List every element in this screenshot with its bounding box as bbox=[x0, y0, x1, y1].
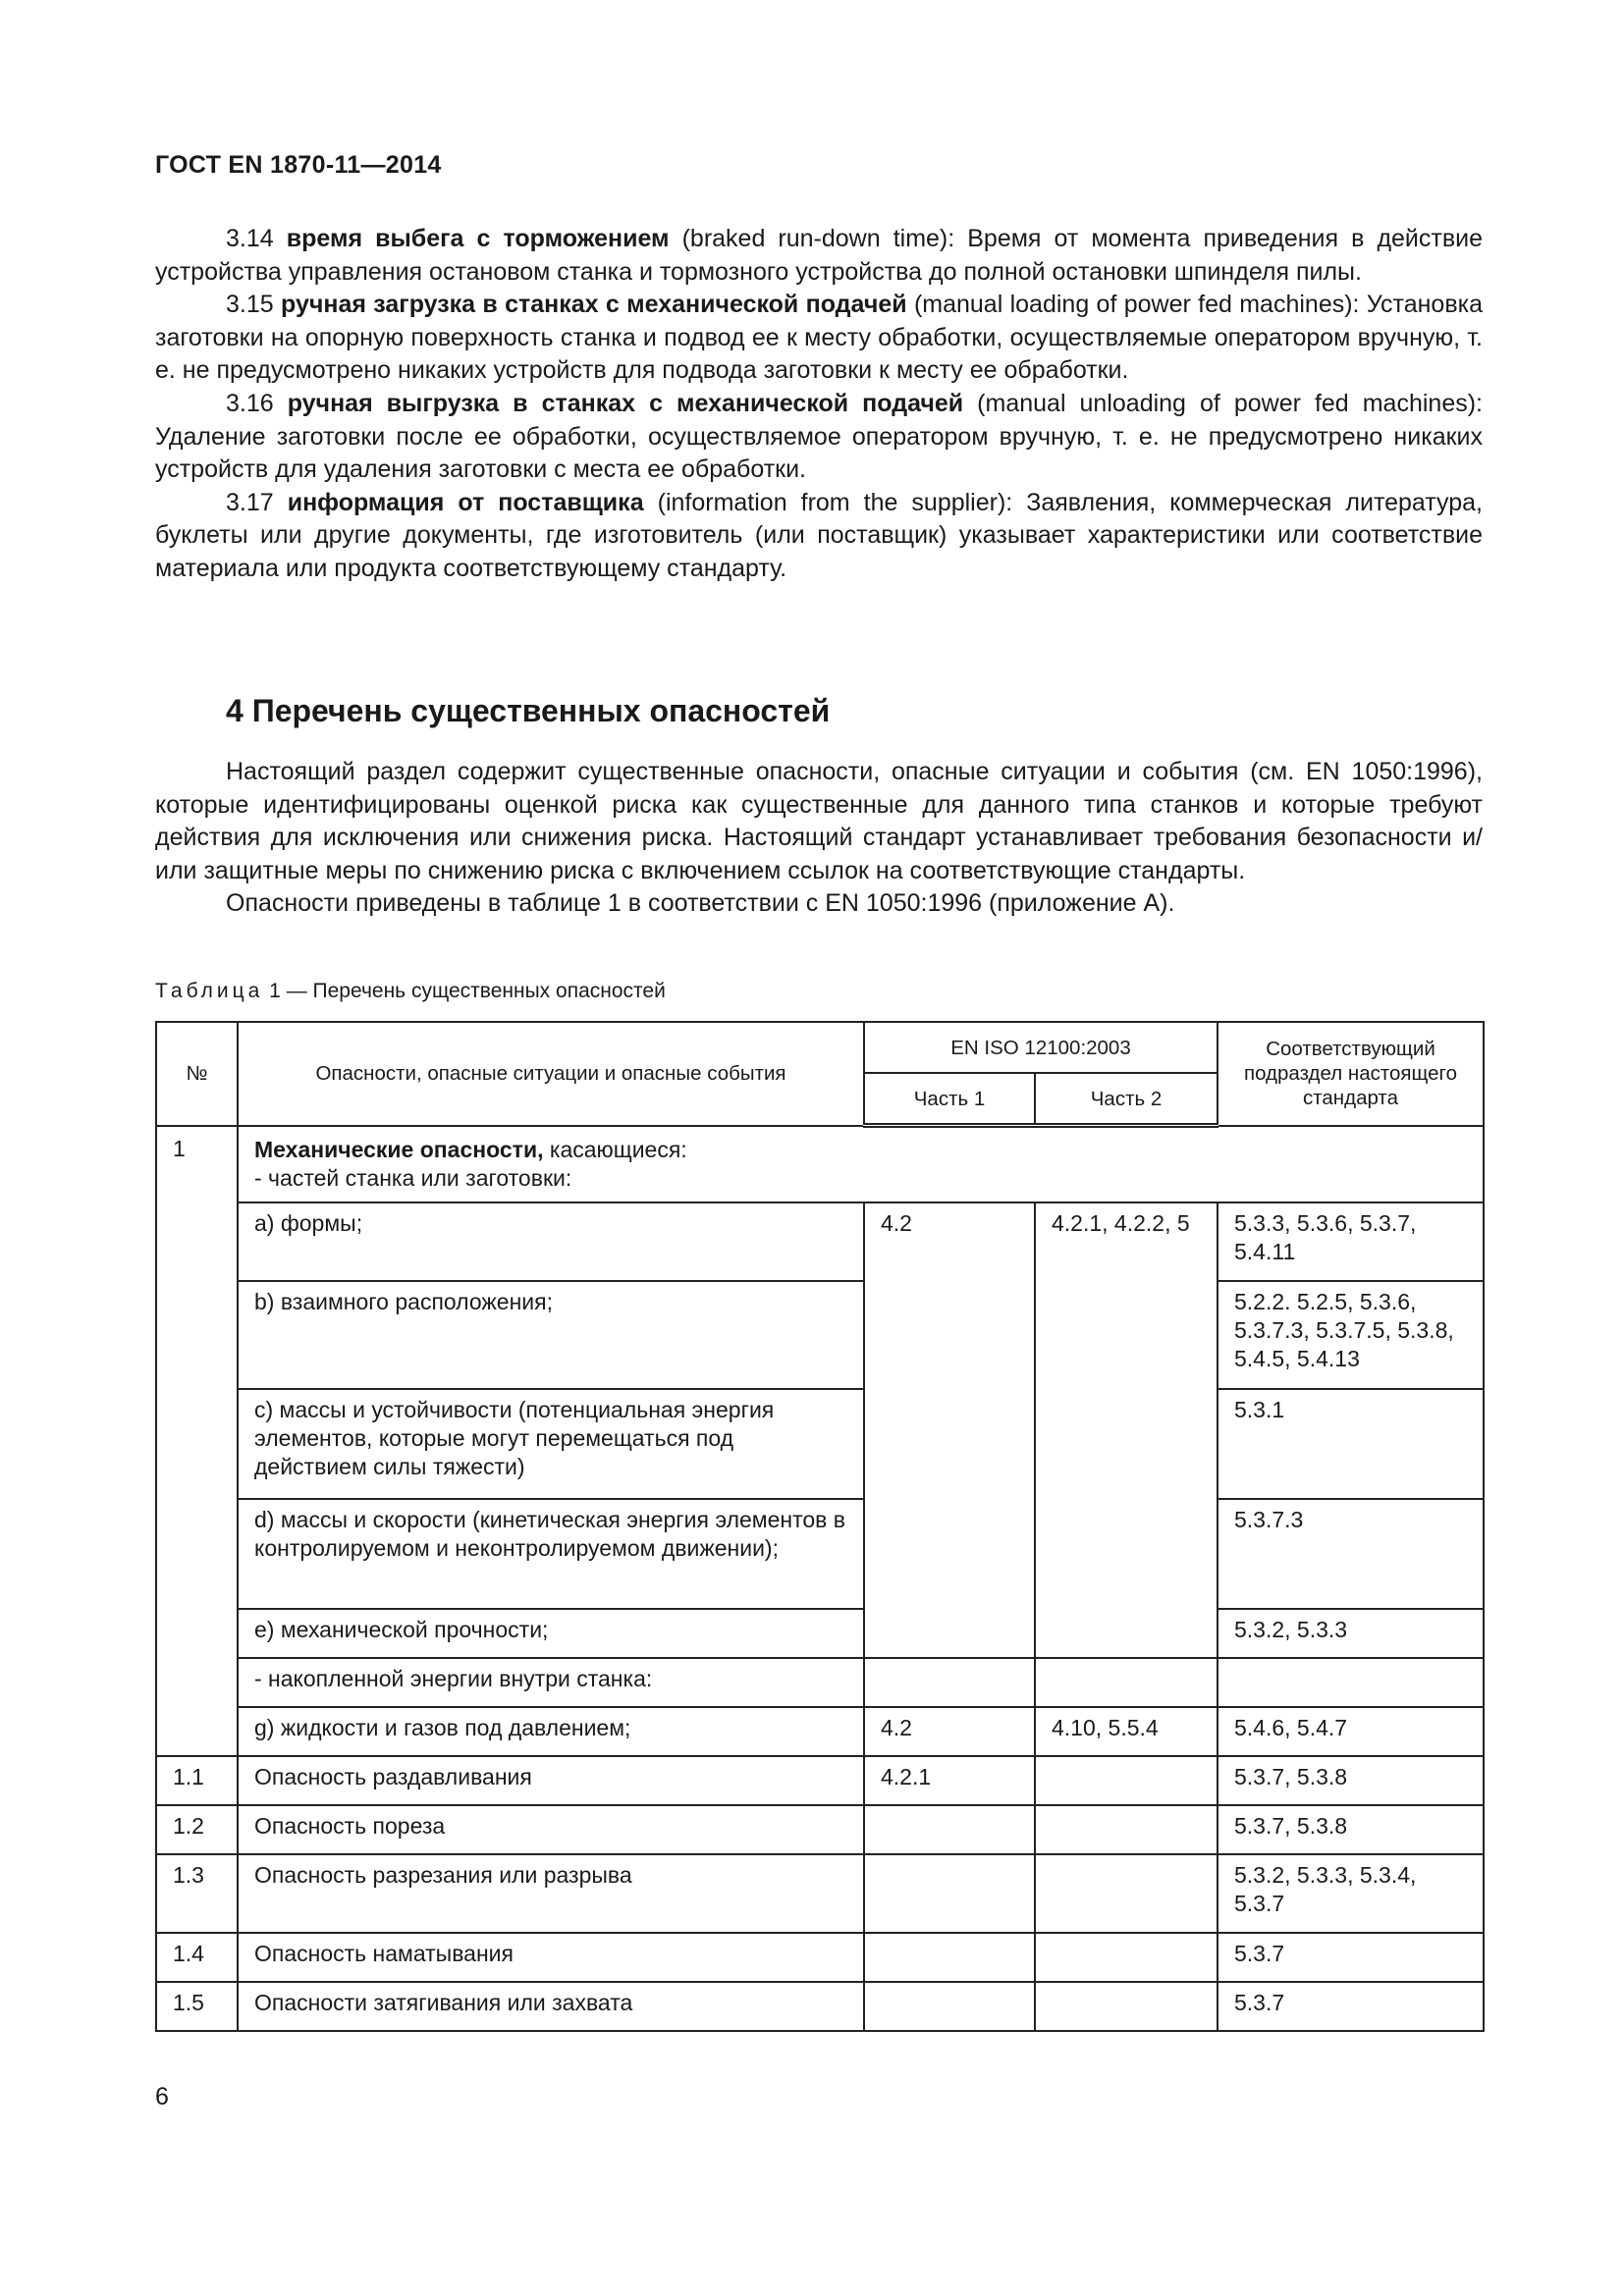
table-row bbox=[156, 1281, 1484, 1389]
cell-hazard: Опасность разрезания или разрыва bbox=[238, 1854, 864, 1933]
cell-hazard: Опасность раздавливания bbox=[238, 1756, 864, 1805]
cell-part2 bbox=[1035, 1854, 1218, 1933]
cell-subclause: 5.4.6, 5.4.7 bbox=[1218, 1707, 1484, 1756]
cell-subclause: 5.3.2, 5.3.3, 5.3.4, 5.3.7 bbox=[1218, 1854, 1484, 1933]
cell-number: 1.1 bbox=[156, 1756, 238, 1805]
term-3-17 bbox=[155, 487, 1483, 586]
cell-subclause: 5.3.7 bbox=[1218, 1933, 1484, 1982]
term-3-14 bbox=[155, 223, 1483, 289]
cell-number: 1.2 bbox=[156, 1805, 238, 1854]
cell-part1 bbox=[864, 1854, 1035, 1933]
cell-subclause: 5.3.2, 5.3.3 bbox=[1218, 1609, 1484, 1658]
cell-part2 bbox=[1035, 1982, 1218, 2031]
table-row bbox=[156, 1707, 1484, 1756]
cell-subclause bbox=[1218, 1658, 1484, 1707]
cell-hazard: - накопленной энергии внутри станка: bbox=[238, 1658, 864, 1707]
term-number: 3.17 bbox=[226, 488, 274, 516]
cell-hazard: b) взаимного расположения; bbox=[238, 1281, 864, 1389]
term-title: время выбега с торможением bbox=[286, 225, 670, 252]
terms-list bbox=[155, 223, 1483, 586]
cell-part1: 4.2 bbox=[864, 1202, 1035, 1658]
term-number: 3.15 bbox=[226, 291, 274, 319]
cell-subclause: 5.3.7, 5.3.8 bbox=[1218, 1805, 1484, 1854]
table-row bbox=[156, 1499, 1484, 1609]
cell-hazard: a) формы; bbox=[238, 1202, 864, 1281]
cell-part2: 4.10, 5.5.4 bbox=[1035, 1707, 1218, 1756]
section-paragraph: Опасности приведены в таблице 1 в соответствии с EN 1050:1996 (приложение А). bbox=[226, 889, 1175, 918]
term-definition: (information from the supplier): Заявления, коммерческая литература, буклеты или другие документы, где изготовитель (или поставщик) указывает характеристики или соответствие материала или продукта соответствующему стандарту. bbox=[155, 488, 1483, 582]
cell-hazard: Опасность пореза bbox=[238, 1805, 864, 1854]
cell-hazard: c) массы и устойчивости (потенциальная энергия элементов, которые могут перемещаться под действием силы тяжести) bbox=[238, 1389, 864, 1499]
cell-subclause: 5.3.7.3 bbox=[1218, 1499, 1484, 1609]
cell-number: 1.3 bbox=[156, 1854, 238, 1933]
term-title: ручная загрузка в станках с механической подачей bbox=[281, 291, 907, 319]
table-row bbox=[156, 1126, 1484, 1202]
page-number: 6 bbox=[155, 2083, 169, 2110]
term-3-15 bbox=[155, 289, 1483, 388]
header-part2: Часть 2 bbox=[1035, 1073, 1218, 1126]
cell-number: 1.5 bbox=[156, 1982, 238, 2031]
term-number: 3.16 bbox=[226, 389, 274, 417]
cell-subclause: 5.3.3, 5.3.6, 5.3.7, 5.4.11 bbox=[1218, 1202, 1484, 1281]
term-3-16 bbox=[155, 388, 1483, 487]
cell-hazard: Опасности затягивания или захвата bbox=[238, 1982, 864, 2031]
table-caption bbox=[155, 980, 666, 1003]
section-paragraph: Настоящий раздел содержит существенные опасности, опасные ситуации и события (см. EN 1050:1996), которые идентифицированы оценкой риска как существенные для данного типа станков и которые требуют действия для исключения или снижения риска. Настоящий стандарт устанавливает требования безопасности и/или защитные меры по снижению риска с включением ссылок на соответствующие стандарты. bbox=[155, 758, 1483, 884]
group-title: Механические опасности, bbox=[254, 1137, 544, 1162]
hazards-table bbox=[155, 1021, 1485, 2032]
cell-part1: 4.2 bbox=[864, 1707, 1035, 1756]
cell-hazard bbox=[238, 1126, 1484, 1202]
cell-part1 bbox=[864, 1658, 1035, 1707]
term-definition: (braked run-down time): Время от момента приведения в действие устройства управления остановом станка и тормозного устройства до полной остановки шпинделя пилы. bbox=[155, 225, 1483, 286]
term-definition: (manual unloading of power fed machines): Удаление заготовки после ее обработки, осуществляемое оператором вручную, т. е. не предусмотрено никаких устройств для удаления заготовки с места ее обработки. bbox=[155, 389, 1483, 484]
cell-part2: 4.2.1, 4.2.2, 5 bbox=[1035, 1202, 1218, 1658]
table-row bbox=[156, 1982, 1484, 2031]
cell-hazard: e) механической прочности; bbox=[238, 1609, 864, 1658]
section-body bbox=[155, 756, 1483, 921]
cell-hazard: g) жидкости и газов под давлением; bbox=[238, 1707, 864, 1756]
table-row bbox=[156, 1609, 1484, 1658]
table-caption-title: 1 — Перечень существенных опасностей bbox=[263, 980, 666, 1002]
header-number: № bbox=[156, 1022, 238, 1126]
cell-part1 bbox=[864, 1982, 1035, 2031]
term-title: ручная выгрузка в станках с механической подачей bbox=[287, 389, 964, 417]
cell-part2 bbox=[1035, 1933, 1218, 1982]
header-part1: Часть 1 bbox=[864, 1073, 1035, 1126]
term-title: информация от поставщика bbox=[287, 488, 644, 516]
term-definition: (manual loading of power fed machines): Установка заготовки на опорную поверхность станка и подвод ее к месту обработки, осуществляемые оператором вручную, т. е. не предусмотрено никаких устройств для подвода заготовки к месту ее обработки. bbox=[155, 291, 1483, 385]
cell-part2 bbox=[1035, 1756, 1218, 1805]
table-row bbox=[156, 1933, 1484, 1982]
table-header-row bbox=[156, 1022, 1484, 1073]
table-row bbox=[156, 1658, 1484, 1707]
cell-part1 bbox=[864, 1805, 1035, 1854]
term-number: 3.14 bbox=[226, 225, 274, 252]
cell-part1 bbox=[864, 1933, 1035, 1982]
cell-part2 bbox=[1035, 1805, 1218, 1854]
table-row bbox=[156, 1805, 1484, 1854]
document-id-header: ГОСТ EN 1870-11—2014 bbox=[155, 151, 442, 179]
header-en-iso: EN ISO 12100:2003 bbox=[864, 1022, 1218, 1073]
group-title-rest: касающиеся: bbox=[543, 1137, 687, 1162]
cell-subclause: 5.3.1 bbox=[1218, 1389, 1484, 1499]
cell-subclause: 5.3.7 bbox=[1218, 1982, 1484, 2031]
cell-hazard: Опасность наматывания bbox=[238, 1933, 864, 1982]
table-row bbox=[156, 1202, 1484, 1281]
table-caption-label: Таблица bbox=[155, 980, 264, 1002]
header-subclause: Соответствующий подраздел настоящего стандарта bbox=[1218, 1022, 1484, 1126]
cell-subclause: 5.2.2. 5.2.5, 5.3.6, 5.3.7.3, 5.3.7.5, 5.3.8, 5.4.5, 5.4.13 bbox=[1218, 1281, 1484, 1389]
table-row bbox=[156, 1756, 1484, 1805]
cell-subclause: 5.3.7, 5.3.8 bbox=[1218, 1756, 1484, 1805]
cell-number: 1.4 bbox=[156, 1933, 238, 1982]
table-row bbox=[156, 1389, 1484, 1499]
group-subtitle: - частей станка или заготовки: bbox=[254, 1165, 572, 1191]
cell-part1: 4.2.1 bbox=[864, 1756, 1035, 1805]
header-hazard: Опасности, опасные ситуации и опасные события bbox=[238, 1022, 864, 1126]
table-row bbox=[156, 1854, 1484, 1933]
cell-number: 1 bbox=[156, 1126, 238, 1756]
section-heading: 4 Перечень существенных опасностей bbox=[226, 693, 831, 728]
cell-part2 bbox=[1035, 1658, 1218, 1707]
cell-hazard: d) массы и скорости (кинетическая энергия элементов в контролируемом и неконтролируемом движении); bbox=[238, 1499, 864, 1609]
